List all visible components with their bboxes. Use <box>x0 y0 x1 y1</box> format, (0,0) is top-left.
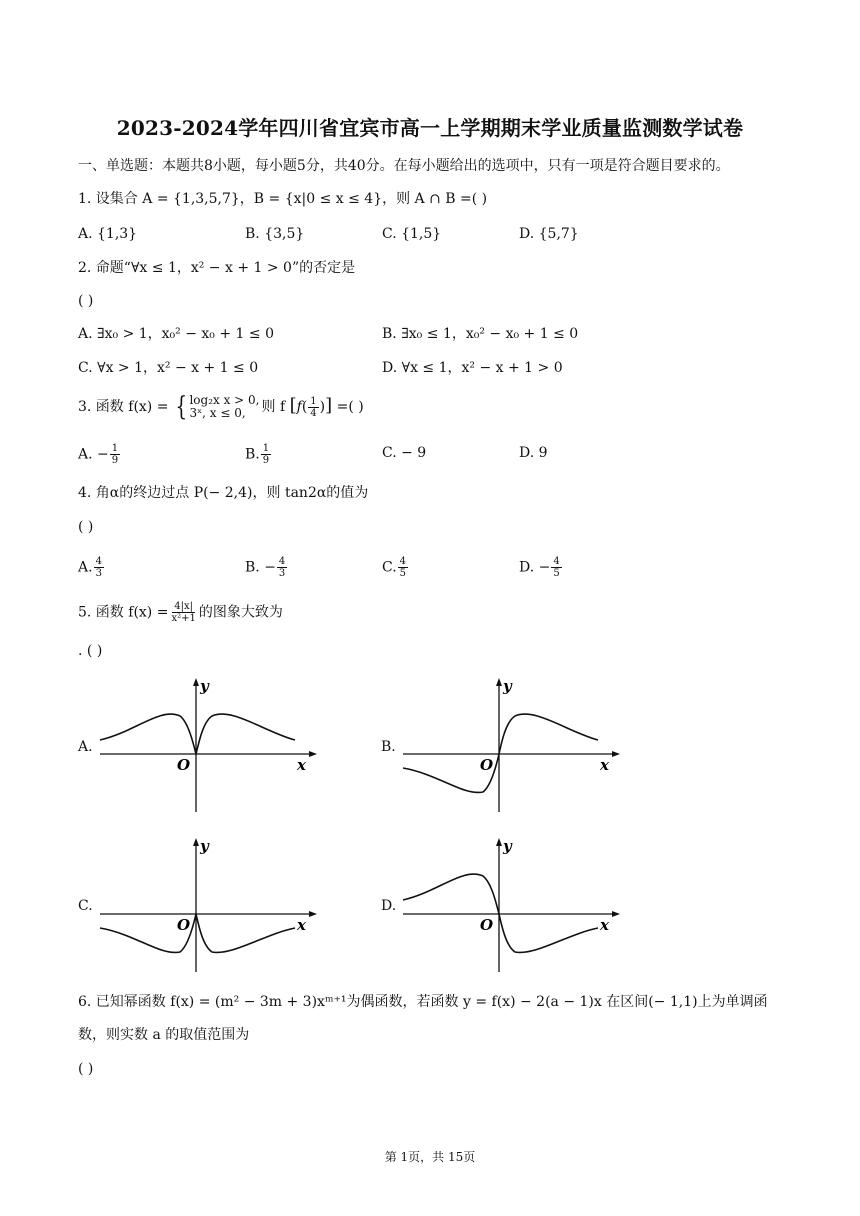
q3-stem-prefix: 3. 函数 f(x) = <box>78 399 169 415</box>
question-2-paren: ( ) <box>78 293 94 309</box>
svg-text:y: y <box>503 837 512 855</box>
question-5-stem: 5. 函数 f(x) = $\frac{4|x|}{\text{x²+1}}$ 的图象大致为 <box>78 601 283 624</box>
q3-option-d: D. 9 <box>519 445 548 461</box>
q4-option-b: B. − $\frac{4}{3}$ <box>245 556 286 579</box>
question-4-paren: ( ) <box>78 519 94 535</box>
graph-a-label: A. <box>78 739 93 755</box>
svg-text:O: O <box>177 756 191 774</box>
q3-frac-quarter: $\frac{1}{4}$ <box>310 395 317 419</box>
page-title: 2023-2024学年四川省宜宾市高一上学期期末学业质量监测数学试卷 <box>116 116 744 140</box>
page-footer: 第 1页，共 15页 <box>384 1150 476 1164</box>
q1-option-c: C. {1,5} <box>382 226 442 242</box>
graph-d <box>398 832 623 974</box>
question-6-line-1: 6. 已知幂函数 f(x) = (m² − 3m + 3)xᵐ⁺¹为偶函数，若函数 y = f(x) − 2(a − 1)x 在区间(− 1,1)上为单调函 <box>78 994 768 1010</box>
q4-option-c: C. $\frac{4}{5}$ <box>382 556 407 579</box>
svg-text:O: O <box>177 916 191 934</box>
svg-text:x: x <box>297 916 306 934</box>
svg-text:y: y <box>200 837 209 855</box>
q2-option-d: D. ∀x ≤ 1，x² − x + 1 > 0 <box>382 360 563 376</box>
graph-b-label: B. <box>381 739 396 755</box>
q3-stem-suffix-a: 则 f <box>261 399 286 415</box>
q4-option-a: A. $\frac{4}{3}$ <box>78 556 102 579</box>
svg-text:y: y <box>200 677 209 695</box>
q3-brace: { <box>175 392 187 422</box>
q3-option-c: C. − 9 <box>382 445 427 461</box>
graph-b <box>398 672 623 814</box>
q1-option-d: D. {5,7} <box>519 226 579 242</box>
section-heading: 一、单选题：本题共8小题，每小题5分，共40分。在每小题给出的选项中，只有一项是符合题目要求的。 <box>78 158 730 174</box>
svg-text:y: y <box>503 677 512 695</box>
q3-cases <box>189 394 259 420</box>
q3-option-b: B. $\frac{1}{9}$ <box>245 443 270 466</box>
svg-text:x: x <box>600 756 609 774</box>
q3-option-a: A. − $\frac{1}{9}$ <box>78 443 119 466</box>
q5-fraction: $\frac{4|x|}{\text{x²+1}}$ <box>171 601 196 624</box>
svg-text:O: O <box>480 916 494 934</box>
q3-stem-suffix-b: =( ) <box>336 399 364 415</box>
question-6-paren: ( ) <box>78 1061 94 1077</box>
graph-d-label: D. <box>381 898 397 914</box>
graph-a <box>95 672 320 814</box>
question-1-stem: 1. 设集合 A = {1,3,5,7}，B = {x|0 ≤ x ≤ 4}，则 A ∩ B =( ) <box>78 191 488 207</box>
q2-option-b: B. ∃x₀ ≤ 1，x₀² − x₀ + 1 ≤ 0 <box>382 326 579 342</box>
q4-option-d: D. − $\frac{4}{5}$ <box>519 556 560 579</box>
q1-option-a: A. {1,3} <box>78 226 138 242</box>
question-5-paren: . ( ) <box>78 643 103 659</box>
q3-case-1: log₂x x > 0, <box>189 393 260 407</box>
question-2-stem: 2. 命题“∀x ≤ 1，x² − x + 1 > 0”的否定是 <box>78 260 356 276</box>
question-6-line-2: 数，则实数 a 的取值范围为 <box>78 1027 250 1043</box>
graph-c <box>95 832 320 974</box>
svg-text:x: x <box>600 916 609 934</box>
q2-option-c: C. ∀x > 1，x² − x + 1 ≤ 0 <box>78 360 259 376</box>
q1-option-b: B. {3,5} <box>245 226 305 242</box>
question-3-stem: 3. 函数 f(x) = { log₂x x > 0, 3ˣ, x ≤ 0, 则 f [f( $\frac{1}{4}$ )] =( ) <box>78 392 364 422</box>
question-4-stem: 4. 角α的终边过点 P(− 2,4)，则 tan2α的值为 <box>78 485 369 501</box>
svg-text:x: x <box>297 756 306 774</box>
svg-text:O: O <box>480 756 494 774</box>
q2-option-a: A. ∃x₀ > 1，x₀² − x₀ + 1 ≤ 0 <box>78 326 274 342</box>
graph-c-label: C. <box>78 898 93 914</box>
q3-case-2: 3ˣ, x ≤ 0, <box>189 406 246 420</box>
